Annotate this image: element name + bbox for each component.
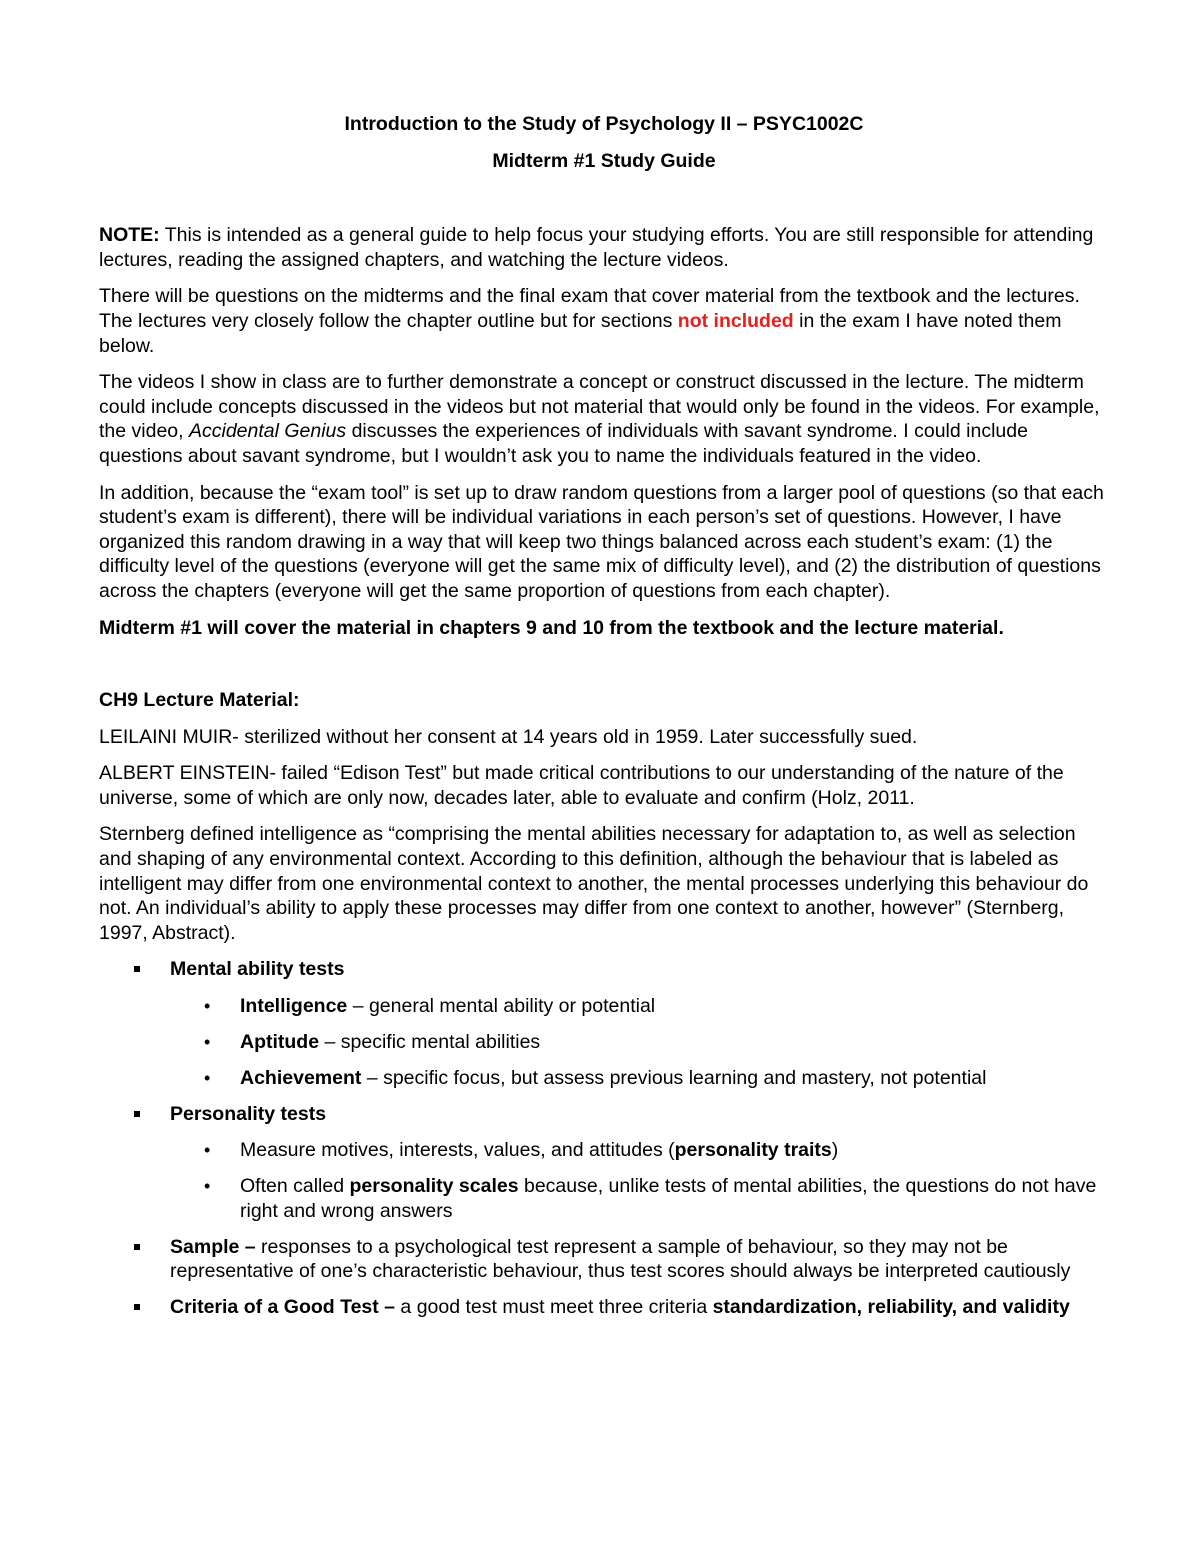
square-bullet-icon <box>134 1111 140 1117</box>
square-bullet-icon <box>134 1304 140 1310</box>
square-bullet-icon <box>134 966 140 972</box>
list-item-aptitude <box>99 1030 1109 1055</box>
midterm-coverage: Midterm #1 will cover the material in chapters 9 and 10 from the textbook and the lecture material. <box>99 616 1004 639</box>
square-bullet-icon <box>134 1244 140 1250</box>
round-bullet-icon: • <box>204 1139 211 1160</box>
scales-text: Often called <box>240 1175 350 1197</box>
measure-text-end: ) <box>831 1138 839 1161</box>
round-bullet-icon: • <box>204 1067 211 1088</box>
note-label: NOTE: <box>99 224 160 247</box>
list-item-criteria <box>99 1295 1109 1320</box>
questions-text-before: There will be questions on the midterms and the final exam that cover material from the textbook and the lectures. The lectures very closely follow the chapter outline but for sections <box>99 285 1080 332</box>
list-item-personality <box>99 1102 1109 1223</box>
criteria-label: Criteria of a Good Test – <box>170 1296 396 1319</box>
criteria-terms: standardization, reliability, and validity <box>712 1296 1070 1319</box>
measure-text: Measure motives, interests, values, and attitudes ( <box>240 1138 675 1161</box>
criteria-desc: a good test must meet three criteria <box>395 1296 713 1319</box>
questions-text-after: in the exam I have noted them below. <box>99 309 1062 357</box>
aptitude-desc: – specific mental abilities <box>319 1030 541 1053</box>
round-bullet-icon: • <box>204 1176 211 1196</box>
personality-label: Personality tests <box>170 1102 327 1125</box>
round-bullet-icon: • <box>204 1031 211 1052</box>
intelligence-desc: – general mental ability or potential <box>347 994 656 1017</box>
mental-ability-sublist <box>170 994 1109 1091</box>
round-bullet-icon: • <box>204 995 211 1016</box>
mental-ability-label: Mental ability tests <box>170 958 345 981</box>
bullet-list <box>99 957 1109 1320</box>
achievement-desc: – specific focus, but assess previous learning and mastery, not potential <box>361 1066 987 1089</box>
list-item-mental-ability <box>99 957 1109 1090</box>
aptitude-term: Aptitude <box>240 1030 320 1053</box>
ch9-heading: CH9 Lecture Material: <box>99 689 300 712</box>
muir-paragraph: LEILAINI MUIR- sterilized without her consent at 14 years old in 1959. Later successfully sued. <box>99 725 918 748</box>
einstein-paragraph: ALBERT EINSTEIN- failed “Edison Test” but made critical contributions to our understanding of the nature of the universe, some of which are only now, decades later, able to evaluate and confirm (Holz, 2011. <box>99 762 1064 809</box>
sample-desc: responses to a psychological test represent a sample of behaviour, so they may not be representative of one’s characteristic behaviour, thus test scores should always be interpreted cautiously <box>170 1235 1071 1283</box>
document-subtitle: Midterm #1 Study Guide <box>492 149 716 172</box>
videos-text-after: discusses the experiences of individuals with savant syndrome. I could include questions about savant syndrome, but I wouldn’t ask you to name the individuals featured in the video. <box>99 420 1028 467</box>
achievement-term: Achievement <box>240 1066 362 1089</box>
not-included-highlight: not included <box>677 309 794 332</box>
list-item-scales <box>99 1174 1109 1223</box>
note-paragraph <box>99 223 1109 272</box>
questions-paragraph <box>99 284 1109 358</box>
intelligence-term: Intelligence <box>240 994 348 1017</box>
list-item-sample <box>99 1235 1109 1284</box>
document-page <box>99 112 1109 1320</box>
sample-label: Sample – <box>170 1235 256 1258</box>
videos-paragraph <box>99 370 1109 468</box>
personality-sublist <box>170 1138 1109 1223</box>
personality-scales-term: personality scales <box>349 1175 519 1197</box>
list-item-intelligence <box>99 994 1109 1019</box>
videos-text-before: The videos I show in class are to further demonstrate a concept or construct discussed in the lecture. The midterm could include concepts discussed in the videos but not material that would only be found in the videos. For example, the video, <box>99 371 1100 443</box>
sternberg-paragraph: Sternberg defined intelligence as “comprising the mental abilities necessary for adaptation to, as well as selection and shaping of any environmental context. According to this definition, although the behaviour that is labeled as intelligent may differ from one environmental context to another, the mental processes underlying this behaviour do not. An individual’s ability to apply these processes may differ from one context to another, however” (Sternberg, 1997, Abstract). <box>99 823 1089 944</box>
scales-text-end: because, unlike tests of mental abilities, the questions do not have right and wrong answers <box>240 1175 1097 1222</box>
document-title: Introduction to the Study of Psychology II – PSYC1002C <box>344 113 864 135</box>
video-title: Accidental Genius <box>188 420 347 443</box>
list-item-achievement <box>99 1066 1109 1091</box>
note-text: This is intended as a general guide to help focus your studying efforts. You are still responsible for attending lectures, reading the assigned chapters, and watching the lecture videos. <box>99 224 1094 271</box>
personality-traits-term: personality traits <box>674 1138 832 1161</box>
exam-tool-paragraph: In addition, because the “exam tool” is set up to draw random questions from a larger pool of questions (so that each student’s exam is different), there will be individual variations in each person’s set of questions. However, I have organized this random drawing in a way that will keep two things balanced across each student’s exam: (1) the difficulty level of the questions (everyone will get the same mix of difficulty level), and (2) the distribution of questions across the chapters (everyone will get the same proportion of questions from each chapter). <box>99 481 1104 602</box>
list-item-measure <box>99 1138 1109 1163</box>
